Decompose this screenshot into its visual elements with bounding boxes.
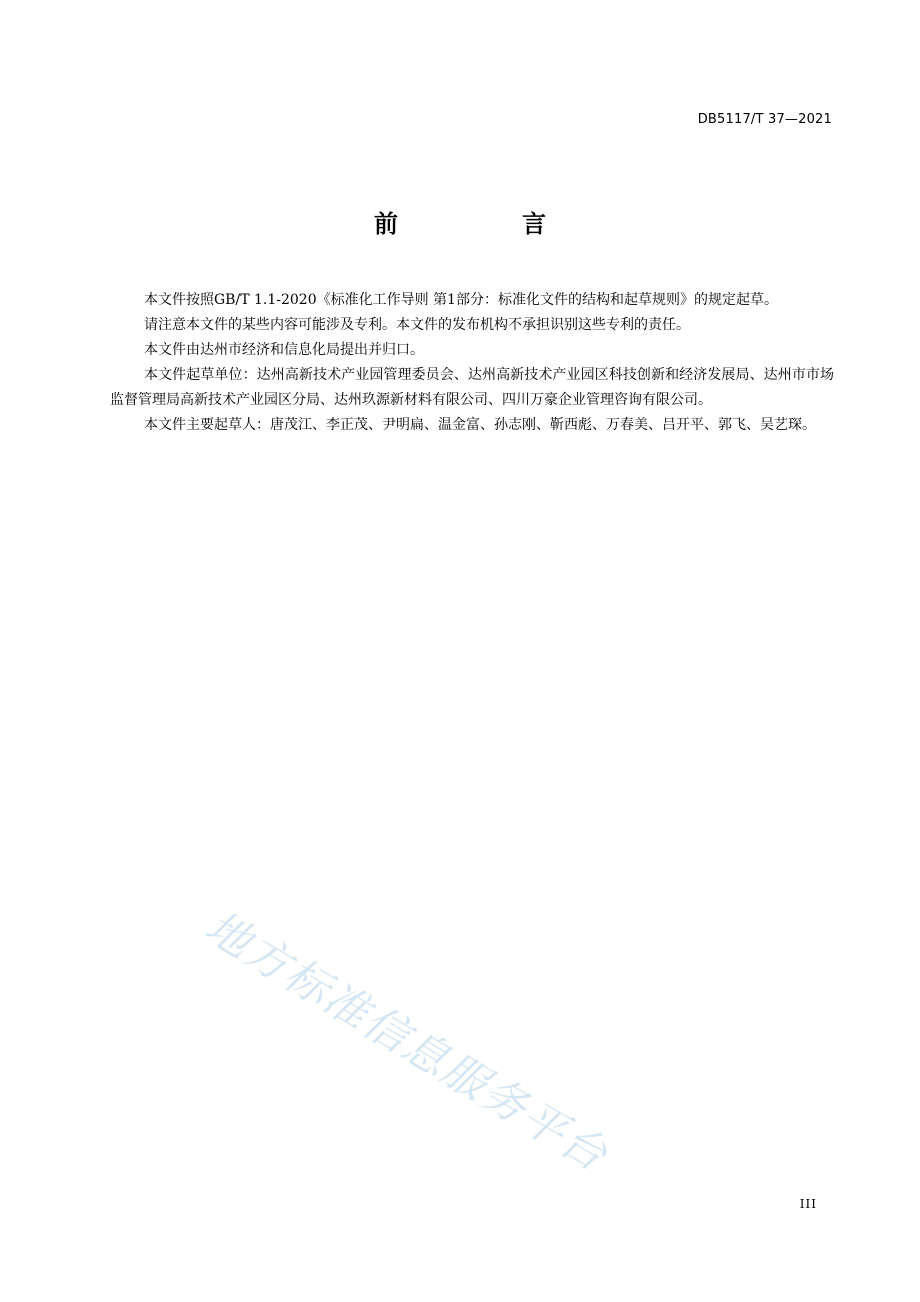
section-title: 前 言 — [374, 210, 596, 238]
paragraph-drafting-basis: 本文件按照GB/T 1.1-2020《标准化工作导则 第1部分：标准化文件的结构和起草规则》的规定起草。 — [144, 292, 778, 308]
standard-code: DB5117/T 37—2021 — [697, 112, 832, 127]
paragraph-drafting-units: 本文件起草单位：达州高新技术产业园管理委员会、达州高新技术产业园区科技创新和经济发展局、达州市市场监督管理局高新技术产业园区分局、达州玖源新材料有限公司、四川万豪企业管理咨询有限公司。 — [110, 367, 834, 408]
page-number: III — [799, 1197, 817, 1211]
paragraph-patent-notice: 请注意本文件的某些内容可能涉及专利。本文件的发布机构不承担识别这些专利的责任。 — [144, 317, 690, 333]
preface-body — [110, 288, 834, 438]
paragraph-drafters: 本文件主要起草人：唐茂江、李正茂、尹明扁、温金富、孙志刚、靳西彪、万春美、吕开平、郭飞、吴艺琛。 — [144, 417, 816, 433]
platform-watermark: 地方标准信息服务平台 — [196, 901, 617, 1183]
paragraph-proposer: 本文件由达州市经济和信息化局提出并归口。 — [144, 342, 424, 358]
